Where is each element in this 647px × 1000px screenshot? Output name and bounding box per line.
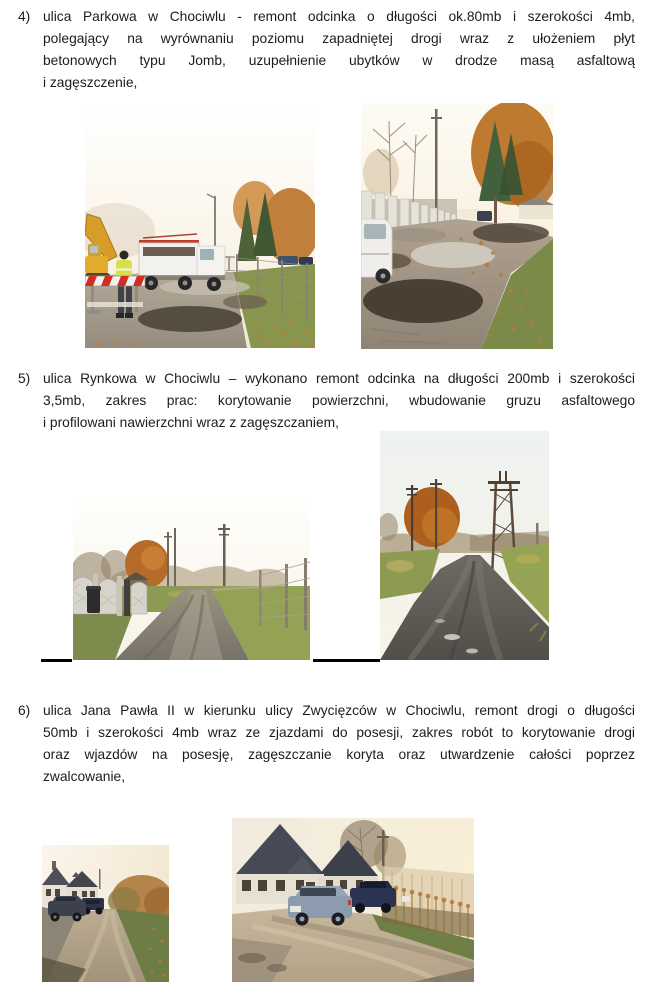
underline-mark-left (41, 659, 72, 662)
photo-parkowa-road-image (361, 103, 553, 349)
photo-janapawla-street-large-image (232, 818, 474, 982)
photo-janapawla-street-small (42, 845, 169, 982)
list-item-4 (18, 6, 635, 94)
photo-janapawla-street-large (232, 818, 474, 982)
photo-parkowa-construction-image (85, 106, 315, 348)
item-4-line-1: ulica Parkowa w Chociwlu - remont odcinka o długości ok.80mb i szerokości 4mb, (43, 9, 635, 24)
photo-rynkowa-entrance-image (73, 500, 310, 660)
item-4-number: 4) (18, 9, 31, 24)
item-5-number: 5) (18, 371, 31, 386)
item-5-line-1: ulica Rynkowa w Chociwlu – wykonano remont odcinka na długości 200mb i szerokości (43, 371, 635, 386)
photo-parkowa-road (361, 103, 553, 349)
item-6-paragraph (43, 700, 635, 788)
item-4-line-3: betonowych typu Jomb, uzupełnienie ubytków w drodze masą asfaltową (43, 53, 635, 68)
underline-mark-right (313, 659, 380, 662)
photo-parkowa-construction (85, 106, 315, 348)
item-5-paragraph (43, 368, 635, 434)
item-5-line-3: i profilowani nawierzchni wraz z zagęszczaniem, (43, 415, 339, 430)
item-4-paragraph (43, 6, 635, 94)
photo-rynkowa-entrance (73, 500, 310, 660)
item-6-line-2: 50mb i szerokości 4mb wraz ze zjazdami do posesji, zakres robót to korytowanie drogi (43, 725, 635, 740)
item-4-line-2: polegający na wyrównaniu poziomu zapadniętej drogi wraz z ułożeniem płyt (43, 31, 635, 46)
item-6-line-3: oraz wjazdów na posesję, zagęszczanie koryta oraz utwardzenie całości poprzez (43, 747, 635, 762)
item-6-line-1: ulica Jana Pawła II w kierunku ulicy Zwycięzców w Chociwlu, remont drogi o długości (43, 703, 635, 718)
item-4-line-4: i zagęszczenie, (43, 75, 138, 90)
photo-rynkowa-road-image (380, 431, 549, 660)
list-item-6 (18, 700, 635, 788)
photo-rynkowa-road (380, 431, 549, 660)
item-6-number: 6) (18, 703, 31, 718)
item-5-line-2: 3,5mb, zakres prac: korytowanie powierzchni, wbudowanie gruzu asfaltowego (43, 393, 635, 408)
list-item-5 (18, 368, 635, 434)
item-6-line-4: zwalcowanie, (43, 769, 126, 784)
photo-janapawla-street-small-image (42, 845, 169, 982)
